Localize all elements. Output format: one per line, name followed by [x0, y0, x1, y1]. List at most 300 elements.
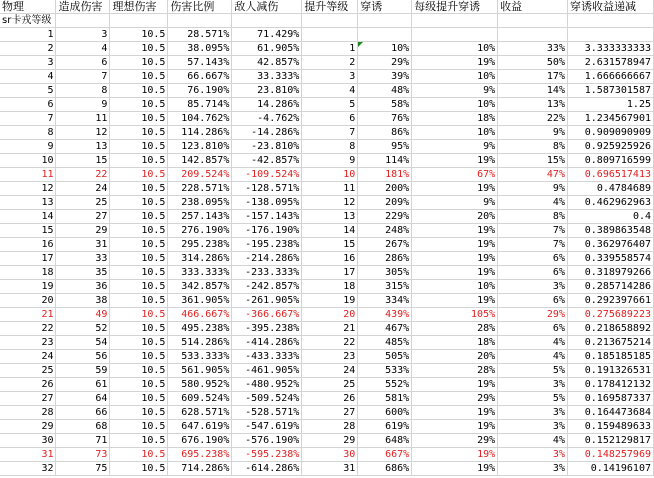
cell-ideal-damage[interactable]: 10.5 — [110, 210, 168, 224]
cell-gain[interactable]: 9% — [498, 182, 568, 196]
cell-ideal-damage[interactable]: 10.5 — [110, 168, 168, 182]
cell-gain[interactable]: 6% — [498, 252, 568, 266]
cell-pen-per-level[interactable]: 105% — [412, 308, 498, 322]
cell-damage-ratio[interactable]: 580.952% — [168, 378, 232, 392]
cell-upgrade-level[interactable]: 31 — [302, 462, 358, 476]
cell-pen-per-level[interactable]: 9% — [412, 84, 498, 98]
cell-ideal-damage[interactable]: 10.5 — [110, 420, 168, 434]
cell-penetration[interactable]: 95% — [358, 140, 412, 154]
cell-damage-dealt[interactable]: 9 — [56, 98, 110, 112]
cell-physical[interactable]: 3 — [0, 56, 56, 70]
cell-damage-dealt[interactable]: 7 — [56, 70, 110, 84]
cell-gain[interactable]: 29% — [498, 308, 568, 322]
cell-damage-dealt[interactable]: 52 — [56, 322, 110, 336]
cell-physical[interactable]: 17 — [0, 252, 56, 266]
cell-penetration[interactable]: 200% — [358, 182, 412, 196]
cell-ideal-damage[interactable]: 10.5 — [110, 70, 168, 84]
cell-pen-gain-decay[interactable]: 0.462962963 — [567, 196, 653, 210]
cell-ideal-damage[interactable]: 10.5 — [110, 364, 168, 378]
cell-pen-per-level[interactable]: 20% — [412, 210, 498, 224]
cell-pen-per-level[interactable]: 19% — [412, 294, 498, 308]
cell-penetration[interactable]: 439% — [358, 308, 412, 322]
cell-damage-dealt[interactable]: 29 — [56, 224, 110, 238]
cell-pen-per-level[interactable]: 9% — [412, 140, 498, 154]
cell-penetration[interactable]: 48% — [358, 84, 412, 98]
cell-gain[interactable]: 33% — [498, 42, 568, 56]
cell-damage-ratio[interactable]: 714.286% — [168, 462, 232, 476]
cell-damage-ratio[interactable]: 695.238% — [168, 448, 232, 462]
cell-physical[interactable]: 26 — [0, 378, 56, 392]
cell-upgrade-level[interactable]: 8 — [302, 140, 358, 154]
cell-damage-ratio[interactable]: 561.905% — [168, 364, 232, 378]
cell-penetration[interactable]: 686% — [358, 462, 412, 476]
cell-damage-ratio[interactable]: 628.571% — [168, 406, 232, 420]
cell-penetration[interactable]: 581% — [358, 392, 412, 406]
empty-cell[interactable] — [110, 14, 168, 28]
cell-pen-gain-decay[interactable]: 0.696517413 — [567, 168, 653, 182]
cell-damage-ratio[interactable]: 38.095% — [168, 42, 232, 56]
cell-upgrade-level[interactable]: 4 — [302, 84, 358, 98]
cell-damage-dealt[interactable]: 33 — [56, 252, 110, 266]
cell-penetration[interactable]: 209% — [358, 196, 412, 210]
cell-physical[interactable]: 12 — [0, 182, 56, 196]
cell-gain[interactable]: 7% — [498, 238, 568, 252]
cell-penetration[interactable]: 76% — [358, 112, 412, 126]
cell-physical[interactable]: 19 — [0, 280, 56, 294]
cell-enemy-reduction[interactable]: -109.524% — [232, 168, 302, 182]
cell-enemy-reduction[interactable]: 14.286% — [232, 98, 302, 112]
cell-pen-per-level[interactable]: 18% — [412, 112, 498, 126]
cell-ideal-damage[interactable]: 10.5 — [110, 308, 168, 322]
cell-gain[interactable]: 7% — [498, 224, 568, 238]
cell-pen-gain-decay[interactable]: 1.234567901 — [567, 112, 653, 126]
cell-gain[interactable]: 5% — [498, 392, 568, 406]
cell-pen-gain-decay[interactable]: 0.362976407 — [567, 238, 653, 252]
cell-damage-dealt[interactable]: 64 — [56, 392, 110, 406]
cell-enemy-reduction[interactable]: -395.238% — [232, 322, 302, 336]
cell-damage-dealt[interactable]: 15 — [56, 154, 110, 168]
cell-pen-gain-decay[interactable]: 2.631578947 — [567, 56, 653, 70]
empty-cell[interactable] — [567, 14, 653, 28]
cell-pen-gain-decay[interactable]: 0.285714286 — [567, 280, 653, 294]
cell-gain[interactable]: 13% — [498, 98, 568, 112]
cell-damage-ratio[interactable]: 314.286% — [168, 252, 232, 266]
cell-gain[interactable]: 15% — [498, 154, 568, 168]
cell-upgrade-level[interactable]: 30 — [302, 448, 358, 462]
cell-ideal-damage[interactable]: 10.5 — [110, 434, 168, 448]
cell-damage-ratio[interactable]: 238.095% — [168, 196, 232, 210]
cell-pen-gain-decay[interactable]: 0.164473684 — [567, 406, 653, 420]
cell-damage-ratio[interactable]: 495.238% — [168, 322, 232, 336]
cell-enemy-reduction[interactable]: -547.619% — [232, 420, 302, 434]
cell-ideal-damage[interactable]: 10.5 — [110, 98, 168, 112]
cell-damage-dealt[interactable]: 36 — [56, 280, 110, 294]
cell-pen-gain-decay[interactable]: 0.318979266 — [567, 266, 653, 280]
cell-physical[interactable]: 20 — [0, 294, 56, 308]
cell-ideal-damage[interactable]: 10.5 — [110, 336, 168, 350]
cell-upgrade-level[interactable]: 2 — [302, 56, 358, 70]
cell-damage-dealt[interactable]: 31 — [56, 238, 110, 252]
cell-upgrade-level[interactable]: 27 — [302, 406, 358, 420]
cell-ideal-damage[interactable]: 10.5 — [110, 350, 168, 364]
cell-damage-ratio[interactable]: 295.238% — [168, 238, 232, 252]
cell-physical[interactable]: 4 — [0, 70, 56, 84]
cell-pen-gain-decay[interactable]: 0.292397661 — [567, 294, 653, 308]
cell-pen-gain-decay[interactable]: 0.909090909 — [567, 126, 653, 140]
header-cell-damage-ratio[interactable]: 伤害比例 — [168, 0, 232, 14]
cell-gain[interactable]: 3% — [498, 420, 568, 434]
cell-upgrade-level[interactable]: 29 — [302, 434, 358, 448]
cell-damage-ratio[interactable]: 361.905% — [168, 294, 232, 308]
cell-upgrade-level[interactable]: 15 — [302, 238, 358, 252]
cell-damage-dealt[interactable]: 24 — [56, 182, 110, 196]
cell-penetration[interactable]: 315% — [358, 280, 412, 294]
cell-enemy-reduction[interactable]: -4.762% — [232, 112, 302, 126]
cell-damage-ratio[interactable]: 76.190% — [168, 84, 232, 98]
cell-damage-ratio[interactable]: 333.333% — [168, 266, 232, 280]
cell-gain[interactable]: 4% — [498, 196, 568, 210]
cell-damage-ratio[interactable]: 466.667% — [168, 308, 232, 322]
cell-penetration[interactable]: 648% — [358, 434, 412, 448]
cell-ideal-damage[interactable]: 10.5 — [110, 182, 168, 196]
cell-gain[interactable]: 3% — [498, 448, 568, 462]
cell-pen-per-level[interactable]: 10% — [412, 42, 498, 56]
header-cell-enemy-reduction[interactable]: 敌人减伤 — [232, 0, 302, 14]
cell-pen-gain-decay[interactable]: 0.389863548 — [567, 224, 653, 238]
cell-damage-dealt[interactable]: 6 — [56, 56, 110, 70]
cell-upgrade-level[interactable]: 9 — [302, 154, 358, 168]
cell-upgrade-level[interactable]: 18 — [302, 280, 358, 294]
cell-physical[interactable]: 31 — [0, 448, 56, 462]
cell-damage-dealt[interactable]: 13 — [56, 140, 110, 154]
cell-penetration[interactable] — [358, 28, 412, 42]
cell-ideal-damage[interactable]: 10.5 — [110, 322, 168, 336]
cell-ideal-damage[interactable]: 10.5 — [110, 294, 168, 308]
cell-physical[interactable]: 18 — [0, 266, 56, 280]
cell-damage-dealt[interactable]: 25 — [56, 196, 110, 210]
cell-damage-ratio[interactable]: 114.286% — [168, 126, 232, 140]
cell-upgrade-level[interactable]: 11 — [302, 182, 358, 196]
cell-ideal-damage[interactable]: 10.5 — [110, 392, 168, 406]
cell-damage-dealt[interactable]: 68 — [56, 420, 110, 434]
cell-pen-per-level[interactable] — [412, 28, 498, 42]
empty-cell[interactable] — [56, 14, 110, 28]
cell-gain[interactable]: 4% — [498, 336, 568, 350]
cell-damage-dealt[interactable]: 3 — [56, 28, 110, 42]
cell-damage-dealt[interactable]: 73 — [56, 448, 110, 462]
cell-gain[interactable] — [498, 28, 568, 42]
cell-pen-per-level[interactable]: 19% — [412, 182, 498, 196]
cell-physical[interactable]: 27 — [0, 392, 56, 406]
cell-enemy-reduction[interactable]: -261.905% — [232, 294, 302, 308]
cell-physical[interactable]: 32 — [0, 462, 56, 476]
cell-damage-ratio[interactable]: 276.190% — [168, 224, 232, 238]
cell-gain[interactable]: 47% — [498, 168, 568, 182]
cell-damage-dealt[interactable]: 11 — [56, 112, 110, 126]
cell-pen-gain-decay[interactable]: 0.159489633 — [567, 420, 653, 434]
cell-pen-per-level[interactable]: 29% — [412, 434, 498, 448]
cell-physical[interactable]: 16 — [0, 238, 56, 252]
cell-enemy-reduction[interactable]: -576.190% — [232, 434, 302, 448]
cell-upgrade-level[interactable]: 16 — [302, 252, 358, 266]
cell-ideal-damage[interactable]: 10.5 — [110, 126, 168, 140]
cell-upgrade-level[interactable]: 26 — [302, 392, 358, 406]
header-cell-gain[interactable]: 收益 — [498, 0, 568, 14]
cell-damage-ratio[interactable]: 142.857% — [168, 154, 232, 168]
cell-gain[interactable]: 6% — [498, 266, 568, 280]
cell-penetration[interactable]: 86% — [358, 126, 412, 140]
empty-cell[interactable] — [498, 14, 568, 28]
cell-damage-dealt[interactable]: 54 — [56, 336, 110, 350]
cell-ideal-damage[interactable]: 10.5 — [110, 462, 168, 476]
cell-enemy-reduction[interactable]: -461.905% — [232, 364, 302, 378]
cell-ideal-damage[interactable]: 10.5 — [110, 406, 168, 420]
cell-gain[interactable]: 3% — [498, 378, 568, 392]
cell-upgrade-level[interactable]: 23 — [302, 350, 358, 364]
header-cell-ideal-damage[interactable]: 理想伤害 — [110, 0, 168, 14]
empty-cell[interactable] — [168, 14, 232, 28]
cell-penetration[interactable]: 334% — [358, 294, 412, 308]
cell-ideal-damage[interactable]: 10.5 — [110, 280, 168, 294]
cell-pen-gain-decay[interactable]: 0.339558574 — [567, 252, 653, 266]
cell-enemy-reduction[interactable]: 23.810% — [232, 84, 302, 98]
cell-upgrade-level[interactable]: 21 — [302, 322, 358, 336]
cell-penetration[interactable]: 533% — [358, 364, 412, 378]
cell-damage-ratio[interactable]: 57.143% — [168, 56, 232, 70]
cell-ideal-damage[interactable]: 10.5 — [110, 140, 168, 154]
cell-damage-ratio[interactable]: 533.333% — [168, 350, 232, 364]
cell-ideal-damage[interactable]: 10.5 — [110, 378, 168, 392]
cell-pen-per-level[interactable]: 28% — [412, 364, 498, 378]
cell-pen-gain-decay[interactable]: 0.4 — [567, 210, 653, 224]
cell-penetration[interactable]: 305% — [358, 266, 412, 280]
cell-damage-ratio[interactable]: 647.619% — [168, 420, 232, 434]
cell-ideal-damage[interactable]: 10.5 — [110, 154, 168, 168]
header-cell-pen-gain-decay[interactable]: 穿诱收益递减 — [567, 0, 653, 14]
cell-enemy-reduction[interactable]: 42.857% — [232, 56, 302, 70]
cell-pen-gain-decay[interactable]: 0.809716599 — [567, 154, 653, 168]
cell-pen-gain-decay[interactable]: 0.148257969 — [567, 448, 653, 462]
cell-pen-per-level[interactable]: 10% — [412, 70, 498, 84]
cell-penetration[interactable]: 248% — [358, 224, 412, 238]
cell-pen-gain-decay[interactable]: 0.218658892 — [567, 322, 653, 336]
cell-damage-ratio[interactable]: 85.714% — [168, 98, 232, 112]
cell-damage-dealt[interactable]: 8 — [56, 84, 110, 98]
cell-enemy-reduction[interactable]: -480.952% — [232, 378, 302, 392]
cell-damage-dealt[interactable]: 4 — [56, 42, 110, 56]
empty-cell[interactable] — [232, 14, 302, 28]
subtitle-cell[interactable]: sr卡戎等级 — [0, 14, 56, 28]
cell-gain[interactable]: 22% — [498, 112, 568, 126]
cell-upgrade-level[interactable]: 24 — [302, 364, 358, 378]
cell-upgrade-level[interactable]: 28 — [302, 420, 358, 434]
cell-ideal-damage[interactable]: 10.5 — [110, 266, 168, 280]
cell-ideal-damage[interactable]: 10.5 — [110, 28, 168, 42]
cell-pen-gain-decay[interactable]: 0.925925926 — [567, 140, 653, 154]
cell-pen-per-level[interactable]: 10% — [412, 280, 498, 294]
cell-upgrade-level[interactable] — [302, 28, 358, 42]
empty-cell[interactable] — [302, 14, 358, 28]
cell-pen-per-level[interactable]: 19% — [412, 406, 498, 420]
cell-penetration[interactable]: 505% — [358, 350, 412, 364]
cell-physical[interactable]: 15 — [0, 224, 56, 238]
cell-enemy-reduction[interactable]: -614.286% — [232, 462, 302, 476]
cell-pen-gain-decay[interactable]: 0.14196107 — [567, 462, 653, 476]
cell-gain[interactable]: 8% — [498, 210, 568, 224]
cell-enemy-reduction[interactable]: -528.571% — [232, 406, 302, 420]
header-cell-upgrade-level[interactable]: 提升等级 — [302, 0, 358, 14]
cell-damage-dealt[interactable]: 61 — [56, 378, 110, 392]
cell-enemy-reduction[interactable]: -595.238% — [232, 448, 302, 462]
empty-cell[interactable] — [358, 14, 412, 28]
cell-upgrade-level[interactable]: 1 — [302, 42, 358, 56]
cell-damage-dealt[interactable]: 49 — [56, 308, 110, 322]
cell-pen-per-level[interactable]: 19% — [412, 238, 498, 252]
cell-pen-per-level[interactable]: 10% — [412, 98, 498, 112]
cell-upgrade-level[interactable]: 19 — [302, 294, 358, 308]
cell-damage-ratio[interactable]: 123.810% — [168, 140, 232, 154]
cell-ideal-damage[interactable]: 10.5 — [110, 196, 168, 210]
cell-physical[interactable]: 25 — [0, 364, 56, 378]
cell-upgrade-level[interactable]: 7 — [302, 126, 358, 140]
cell-gain[interactable]: 50% — [498, 56, 568, 70]
cell-pen-per-level[interactable]: 19% — [412, 56, 498, 70]
cell-physical[interactable]: 5 — [0, 84, 56, 98]
cell-enemy-reduction[interactable]: -128.571% — [232, 182, 302, 196]
cell-upgrade-level[interactable]: 17 — [302, 266, 358, 280]
cell-pen-per-level[interactable]: 9% — [412, 196, 498, 210]
cell-pen-gain-decay[interactable]: 0.213675214 — [567, 336, 653, 350]
cell-upgrade-level[interactable]: 3 — [302, 70, 358, 84]
cell-gain[interactable]: 3% — [498, 462, 568, 476]
cell-ideal-damage[interactable]: 10.5 — [110, 252, 168, 266]
cell-gain[interactable]: 6% — [498, 294, 568, 308]
cell-penetration[interactable]: 29% — [358, 56, 412, 70]
cell-pen-gain-decay[interactable]: 0.178412132 — [567, 378, 653, 392]
cell-enemy-reduction[interactable]: -42.857% — [232, 154, 302, 168]
cell-upgrade-level[interactable]: 25 — [302, 378, 358, 392]
cell-pen-per-level[interactable]: 10% — [412, 126, 498, 140]
cell-upgrade-level[interactable]: 10 — [302, 168, 358, 182]
cell-pen-gain-decay[interactable]: 1.587301587 — [567, 84, 653, 98]
cell-damage-dealt[interactable]: 22 — [56, 168, 110, 182]
header-cell-damage-dealt[interactable]: 造成伤害 — [56, 0, 110, 14]
cell-physical[interactable]: 24 — [0, 350, 56, 364]
cell-physical[interactable]: 7 — [0, 112, 56, 126]
cell-physical[interactable]: 23 — [0, 336, 56, 350]
cell-ideal-damage[interactable]: 10.5 — [110, 448, 168, 462]
cell-damage-dealt[interactable]: 27 — [56, 210, 110, 224]
cell-physical[interactable]: 29 — [0, 420, 56, 434]
cell-ideal-damage[interactable]: 10.5 — [110, 224, 168, 238]
cell-pen-per-level[interactable]: 19% — [412, 154, 498, 168]
cell-ideal-damage[interactable]: 10.5 — [110, 112, 168, 126]
cell-penetration[interactable]: 39% — [358, 70, 412, 84]
cell-pen-gain-decay[interactable]: 0.152129817 — [567, 434, 653, 448]
cell-enemy-reduction[interactable]: -414.286% — [232, 336, 302, 350]
cell-enemy-reduction[interactable]: -23.810% — [232, 140, 302, 154]
cell-enemy-reduction[interactable]: -242.857% — [232, 280, 302, 294]
cell-pen-per-level[interactable]: 18% — [412, 336, 498, 350]
cell-upgrade-level[interactable]: 12 — [302, 196, 358, 210]
cell-pen-gain-decay[interactable]: 0.4784689 — [567, 182, 653, 196]
header-cell-physical[interactable]: 物理 — [0, 0, 56, 14]
cell-pen-per-level[interactable]: 19% — [412, 462, 498, 476]
cell-ideal-damage[interactable]: 10.5 — [110, 84, 168, 98]
cell-pen-gain-decay[interactable]: 0.191326531 — [567, 364, 653, 378]
cell-enemy-reduction[interactable]: -195.238% — [232, 238, 302, 252]
cell-damage-ratio[interactable]: 257.143% — [168, 210, 232, 224]
cell-physical[interactable]: 21 — [0, 308, 56, 322]
cell-gain[interactable]: 3% — [498, 406, 568, 420]
cell-enemy-reduction[interactable]: 61.905% — [232, 42, 302, 56]
cell-damage-ratio[interactable]: 28.571% — [168, 28, 232, 42]
cell-damage-dealt[interactable]: 38 — [56, 294, 110, 308]
cell-penetration[interactable]: 600% — [358, 406, 412, 420]
cell-upgrade-level[interactable]: 20 — [302, 308, 358, 322]
empty-cell[interactable] — [412, 14, 498, 28]
cell-penetration[interactable]: 619% — [358, 420, 412, 434]
cell-gain[interactable]: 6% — [498, 322, 568, 336]
cell-pen-gain-decay[interactable]: 1.25 — [567, 98, 653, 112]
cell-gain[interactable]: 14% — [498, 84, 568, 98]
cell-ideal-damage[interactable]: 10.5 — [110, 238, 168, 252]
cell-damage-ratio[interactable]: 66.667% — [168, 70, 232, 84]
cell-physical[interactable]: 28 — [0, 406, 56, 420]
cell-penetration[interactable]: 10% — [358, 42, 412, 56]
cell-penetration[interactable]: 467% — [358, 322, 412, 336]
cell-pen-per-level[interactable]: 29% — [412, 392, 498, 406]
cell-physical[interactable]: 9 — [0, 140, 56, 154]
cell-physical[interactable]: 13 — [0, 196, 56, 210]
cell-pen-gain-decay[interactable]: 0.185185185 — [567, 350, 653, 364]
cell-penetration[interactable]: 58% — [358, 98, 412, 112]
cell-pen-per-level[interactable]: 19% — [412, 420, 498, 434]
cell-pen-per-level[interactable]: 19% — [412, 252, 498, 266]
cell-damage-ratio[interactable]: 228.571% — [168, 182, 232, 196]
cell-physical[interactable]: 30 — [0, 434, 56, 448]
cell-pen-per-level[interactable]: 19% — [412, 224, 498, 238]
cell-penetration[interactable]: 667% — [358, 448, 412, 462]
cell-damage-dealt[interactable]: 59 — [56, 364, 110, 378]
cell-gain[interactable]: 3% — [498, 280, 568, 294]
cell-enemy-reduction[interactable]: -433.333% — [232, 350, 302, 364]
cell-damage-dealt[interactable]: 12 — [56, 126, 110, 140]
cell-ideal-damage[interactable]: 10.5 — [110, 42, 168, 56]
cell-physical[interactable]: 22 — [0, 322, 56, 336]
cell-pen-gain-decay[interactable] — [567, 28, 653, 42]
cell-enemy-reduction[interactable]: -138.095% — [232, 196, 302, 210]
cell-damage-dealt[interactable]: 75 — [56, 462, 110, 476]
cell-penetration[interactable]: 485% — [358, 336, 412, 350]
cell-enemy-reduction[interactable]: -509.524% — [232, 392, 302, 406]
cell-enemy-reduction[interactable]: -176.190% — [232, 224, 302, 238]
cell-pen-gain-decay[interactable]: 3.333333333 — [567, 42, 653, 56]
cell-gain[interactable]: 17% — [498, 70, 568, 84]
cell-gain[interactable]: 4% — [498, 434, 568, 448]
cell-enemy-reduction[interactable]: -366.667% — [232, 308, 302, 322]
cell-upgrade-level[interactable]: 5 — [302, 98, 358, 112]
cell-damage-dealt[interactable]: 66 — [56, 406, 110, 420]
cell-enemy-reduction[interactable]: -233.333% — [232, 266, 302, 280]
cell-physical[interactable]: 1 — [0, 28, 56, 42]
cell-pen-gain-decay[interactable]: 0.169587337 — [567, 392, 653, 406]
cell-penetration[interactable]: 181% — [358, 168, 412, 182]
cell-gain[interactable]: 5% — [498, 364, 568, 378]
cell-damage-ratio[interactable]: 104.762% — [168, 112, 232, 126]
cell-upgrade-level[interactable]: 13 — [302, 210, 358, 224]
cell-damage-ratio[interactable]: 514.286% — [168, 336, 232, 350]
